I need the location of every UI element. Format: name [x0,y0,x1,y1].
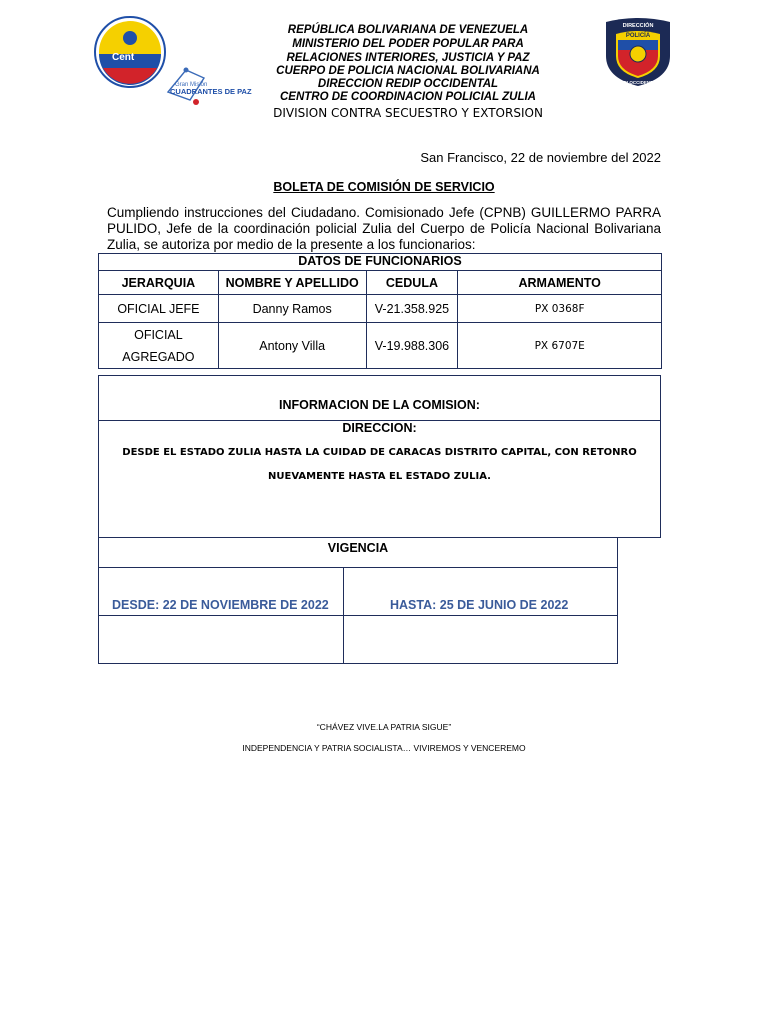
header-line-5: DIRECCION REDIP OCCIDENTAL [317,78,499,90]
cell-nombre: Danny Ramos [218,295,366,323]
header-division: DIVISION CONTRA SECUESTRO Y EXTORSION [273,106,543,120]
cell-cedula: V-19.988.306 [366,323,458,369]
document-date: San Francisco, 22 de noviembre del 2022 [420,150,661,165]
header-line-4: CUERPO DE POLICIA NACIONAL BOLIVARIANA [276,65,540,77]
svg-text:REDI OCCIDENTAL: REDI OCCIDENTAL [617,80,659,85]
column-header-cedula: CEDULA [366,271,458,295]
vigencia-title: VIGENCIA [327,541,389,555]
header-line-3: RELACIONES INTERIORES, JUSTICIA Y PAZ [286,52,530,64]
cell-armamento: PX 6707E [458,323,662,369]
table-row [99,295,662,323]
funcionarios-section-title: DATOS DE FUNCIONARIOS [99,254,662,271]
cell-jerarquia-line-1: OFICIAL [134,327,183,342]
cell-jerarquia [99,323,219,369]
right-logo [600,16,676,88]
vigencia-hasta: HASTA: 25 DE JUNIO DE 2022 [390,598,569,612]
svg-text:Gran Misión: Gran Misión [175,82,208,88]
svg-text:POLICÍA: POLICÍA [625,33,651,39]
comision-info-box [98,375,661,421]
table-row [99,323,662,369]
document-title: BOLETA DE COMISIÓN DE SERVICIO [273,180,495,194]
svg-text:Cent: Cent [112,52,135,63]
svg-text:CUADRANTES DE PAZ: CUADRANTES DE PAZ [170,87,252,96]
vigencia-empty-row [99,615,617,663]
cell-cedula: V-21.358.925 [366,295,458,323]
direccion-line-1: DESDE EL ESTADO ZULIA HASTA LA CUIDAD DE CARACAS DISTRITO CAPITAL, CON RETONRO [122,447,637,458]
header-line-1: REPÚBLICA BOLIVARIANA DE VENEZUELA [287,24,529,36]
header-line-6: CENTRO DE COORDINACION POLICIAL ZULIA [280,91,536,103]
direccion-box [98,421,661,538]
funcionarios-table [98,253,662,369]
intro-paragraph: Cumpliendo instrucciones del Ciudadano. Comisionado Jefe (CPNB) GUILLERMO PARRA PULIDO, Jefe de la coordinación policial Zulia del Cuerpo de Policía Nacional Bolivariana Zulia, se autoriza por medio de la presente a los funcionarios: [107,205,661,252]
direccion-text [119,441,640,489]
comision-title: INFORMACION DE LA COMISION: [279,398,480,412]
column-header-armamento: ARMAMENTO [458,271,662,295]
police-badge-icon [600,16,676,88]
svg-text:DIRECCIÓN: DIRECCIÓN [622,23,654,29]
flag-circle-icon [90,16,252,108]
direccion-label: DIRECCION: [342,421,417,435]
column-header-jerarquia: JERARQUIA [99,271,219,295]
vigencia-divider [343,567,344,663]
column-header-nombre: NOMBRE Y APELLIDO [218,271,366,295]
header-line-2: MINISTERIO DEL PODER POPULAR PARA [292,38,524,50]
cell-jerarquia: OFICIAL JEFE [99,295,219,323]
cell-jerarquia-line-2: AGREGADO [122,349,195,364]
direccion-line-2: NUEVAMENTE HASTA EL ESTADO ZULIA. [268,471,491,482]
left-logo [90,16,252,108]
footer-slogan: “CHÁVEZ VIVE.LA PATRIA SIGUE” [316,722,452,732]
cell-armamento: PX 0368F [458,295,662,323]
table-header-row [99,271,662,295]
vigencia-box [98,538,618,664]
cell-nombre: Antony Villa [218,323,366,369]
vigencia-desde: DESDE: 22 DE NOVIEMBRE DE 2022 [112,598,329,612]
footer-motto: INDEPENDENCIA Y PATRIA SOCIALISTA… VIVIREMOS Y VENCEREMO [242,743,526,753]
